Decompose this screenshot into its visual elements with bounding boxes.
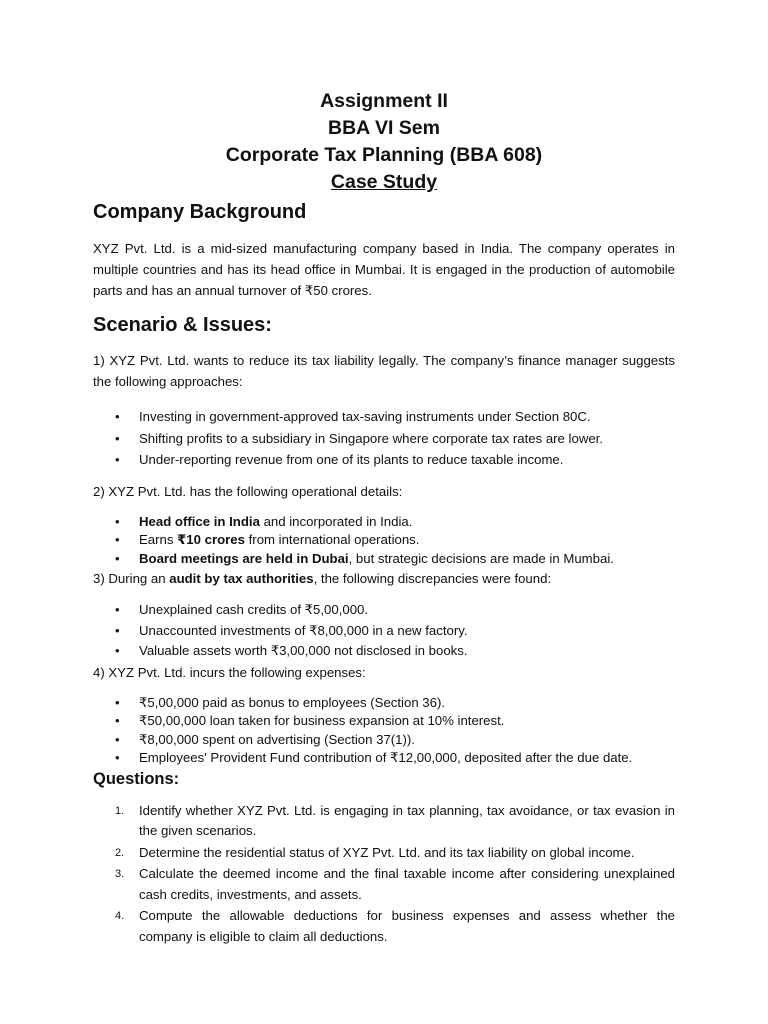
assignment-title: Assignment II	[320, 90, 448, 112]
question-number: 2.	[115, 846, 125, 859]
list-item: • Unaccounted investments of ₹8,00,000 in a new factory.	[139, 621, 675, 642]
bullet-icon: •	[115, 430, 120, 446]
title-block	[93, 88, 675, 196]
questions-heading: Questions:	[93, 769, 180, 788]
list-item: • Valuable assets worth ₹3,00,000 not disclosed in books.	[139, 641, 675, 662]
bullet-icon: •	[115, 550, 120, 566]
course-title: Corporate Tax Planning (BBA 608)	[225, 144, 543, 166]
bullet-icon: •	[115, 409, 120, 424]
document-page	[93, 88, 675, 947]
scenario-4-intro: 4) XYZ Pvt. Ltd. incurs the following expenses:	[93, 664, 366, 680]
list-item: • ₹8,00,000 spent on advertising (Section 37(1)).	[139, 731, 675, 750]
scenario-4-list	[93, 694, 675, 768]
question-item: 1. Identify whether XYZ Pvt. Ltd. is engaging in tax planning, tax avoidance, or tax evasion in the given scenarios.	[115, 802, 675, 838]
bullet-icon: •	[115, 731, 120, 747]
bullet-icon: •	[115, 452, 120, 467]
semester-title: BBA VI Sem	[328, 117, 440, 139]
question-item: 2. Determine the residential status of XYZ Pvt. Ltd. and its tax liability on global income.	[139, 843, 675, 864]
scenario-2-intro: 2) XYZ Pvt. Ltd. has the following operational details:	[93, 483, 403, 499]
questions-list	[93, 801, 675, 948]
bullet-icon: •	[115, 694, 120, 710]
scenario-2-list	[93, 513, 675, 569]
list-item: • ₹50,00,000 loan taken for business expansion at 10% interest.	[139, 712, 675, 731]
list-item: • Investing in government-approved tax-saving instruments under Section 80C.	[139, 406, 675, 428]
scenario-3-intro: 3) During an audit by tax authorities, the following discrepancies were found:	[93, 571, 552, 586]
list-item: • Earns ₹10 crores from international operations.	[139, 531, 675, 550]
scenario-1-intro: 1) XYZ Pvt. Ltd. wants to reduce its tax liability legally. The company’s finance manager suggests the following approaches:	[93, 353, 675, 389]
bullet-icon: •	[115, 602, 120, 617]
bullet-icon: •	[115, 532, 120, 547]
case-study-title: Case Study	[330, 171, 438, 193]
scenario-heading: Scenario & Issues:	[93, 314, 272, 336]
background-heading: Company Background	[93, 201, 307, 223]
list-item: • Employees' Provident Fund contribution of ₹12,00,000, deposited after the due date.	[139, 749, 675, 768]
list-item: • ₹5,00,000 paid as bonus to employees (Section 36).	[139, 694, 675, 713]
list-item: • Board meetings are held in Dubai, but strategic decisions are made in Mumbai.	[139, 550, 675, 569]
bullet-icon: •	[115, 750, 120, 765]
bullet-icon: •	[115, 713, 120, 728]
background-text: XYZ Pvt. Ltd. is a mid-sized manufacturing company based in India. The company operates in multiple countries and has its head office in Mumbai. It is engaged in the production of automobile parts and has an annual turnover of ₹50 crores.	[93, 241, 675, 298]
bullet-icon: •	[115, 643, 120, 658]
scenario-3-list	[93, 600, 675, 662]
question-number: 3.	[115, 868, 125, 880]
question-item: 4. Compute the allowable deductions for business expenses and assess whether the company is eligible to claim all deductions.	[115, 908, 675, 944]
list-item: • Head office in India and incorporated in India.	[139, 513, 675, 532]
bullet-icon: •	[115, 513, 120, 529]
question-number: 1.	[115, 804, 125, 817]
scenario-1-list	[93, 406, 675, 471]
list-item: • Under-reporting revenue from one of its plants to reduce taxable income.	[139, 449, 675, 471]
question-number: 4.	[115, 910, 125, 922]
question-item: 3. Calculate the deemed income and the final taxable income after considering unexplained cash credits, investments, and assets.	[115, 866, 675, 902]
bullet-icon: •	[115, 622, 120, 638]
list-item: • Shifting profits to a subsidiary in Singapore where corporate tax rates are lower.	[139, 428, 675, 450]
list-item: • Unexplained cash credits of ₹5,00,000.	[139, 600, 675, 621]
